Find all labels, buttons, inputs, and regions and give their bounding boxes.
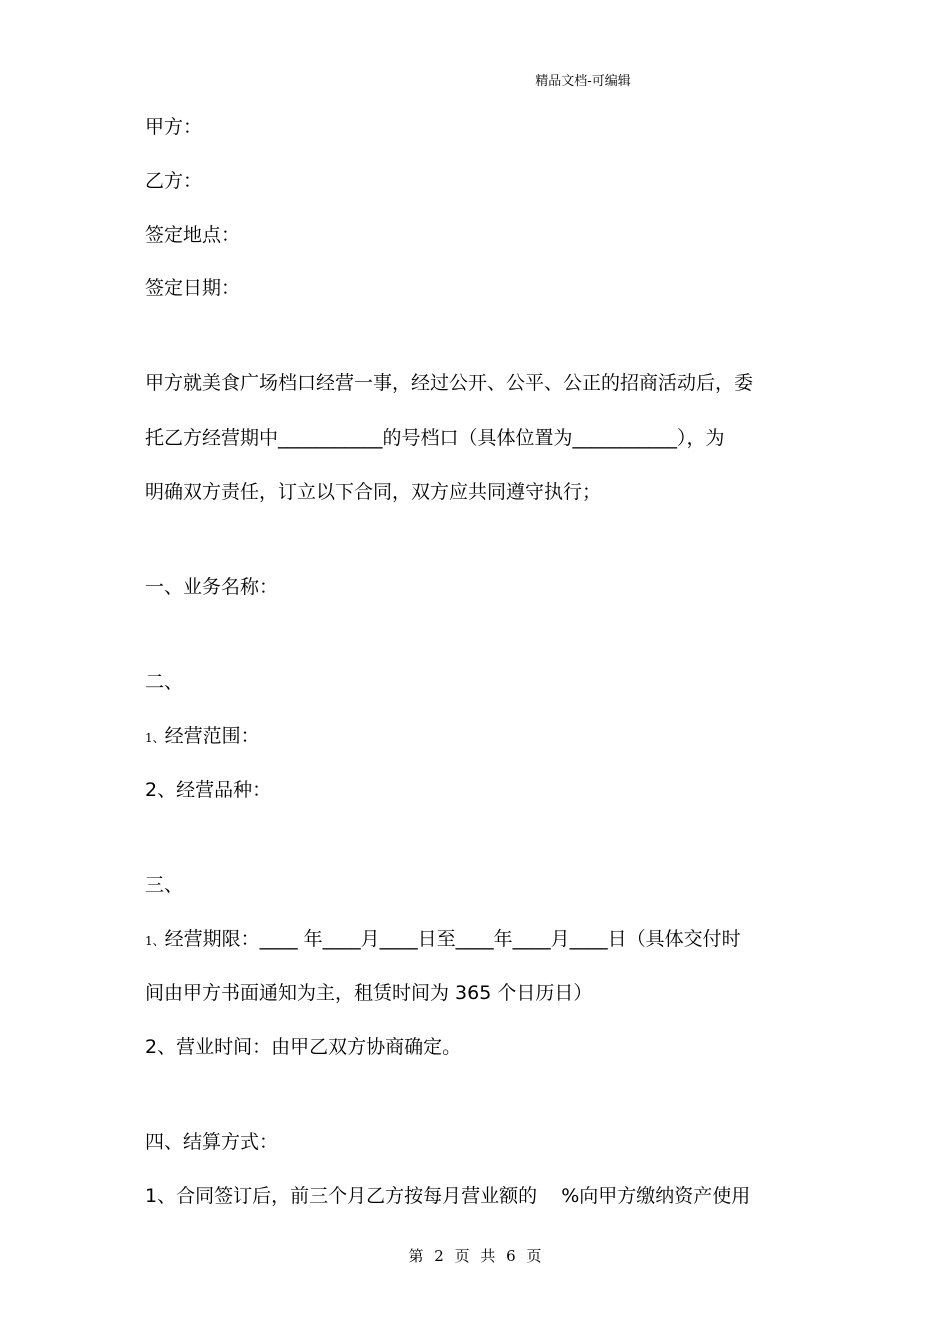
section-3-item-2: 2、营业时间：由甲乙双方协商确定。 — [145, 1036, 462, 1058]
intro-line-1: 甲方就美食广场档口经营一事，经过公开、公平、公正的招商活动后，委 — [145, 372, 754, 394]
section-3-item-1-continuation: 间由甲方书面通知为主，租赁时间为 365 个日历日） — [145, 982, 593, 1004]
section-3-item-1-text: 经营期限：____ 年____月____日至____年____月____日（具体交付时 — [164, 928, 741, 950]
section-3-title: 三、 — [145, 874, 184, 896]
section-1-title: 一、业务名称： — [145, 576, 279, 598]
section-2-title: 二、 — [145, 671, 184, 693]
intro-line-2: 托乙方经营期中___________的号档口（具体位置为___________），为 — [145, 427, 725, 449]
section-4-title: 四、结算方式： — [145, 1131, 279, 1153]
section-4-item-1: 1、合同签订后，前三个月乙方按每月营业额的 %向甲方缴纳资产使用 — [145, 1185, 751, 1207]
party-b-label: 乙方： — [145, 170, 203, 192]
page-footer: 第 2 页 共 6 页 — [408, 1247, 542, 1265]
section-3-item-1-number: 1、 — [145, 934, 165, 948]
section-2-item-1 — [145, 723, 260, 751]
signing-place-label: 签定地点： — [145, 224, 241, 246]
section-2-item-1-text: 经营范围： — [164, 725, 260, 747]
section-2-item-1-number: 1、 — [145, 731, 165, 745]
section-2-item-2: 2、经营品种： — [145, 779, 272, 801]
signing-date-label: 签定日期： — [145, 277, 241, 299]
page-header: 精品文档-可编辑 — [535, 74, 631, 89]
party-a-label: 甲方： — [145, 116, 203, 138]
intro-line-3: 明确双方责任，订立以下合同，双方应共同遵守执行； — [145, 481, 602, 503]
section-3-item-1 — [145, 926, 741, 954]
